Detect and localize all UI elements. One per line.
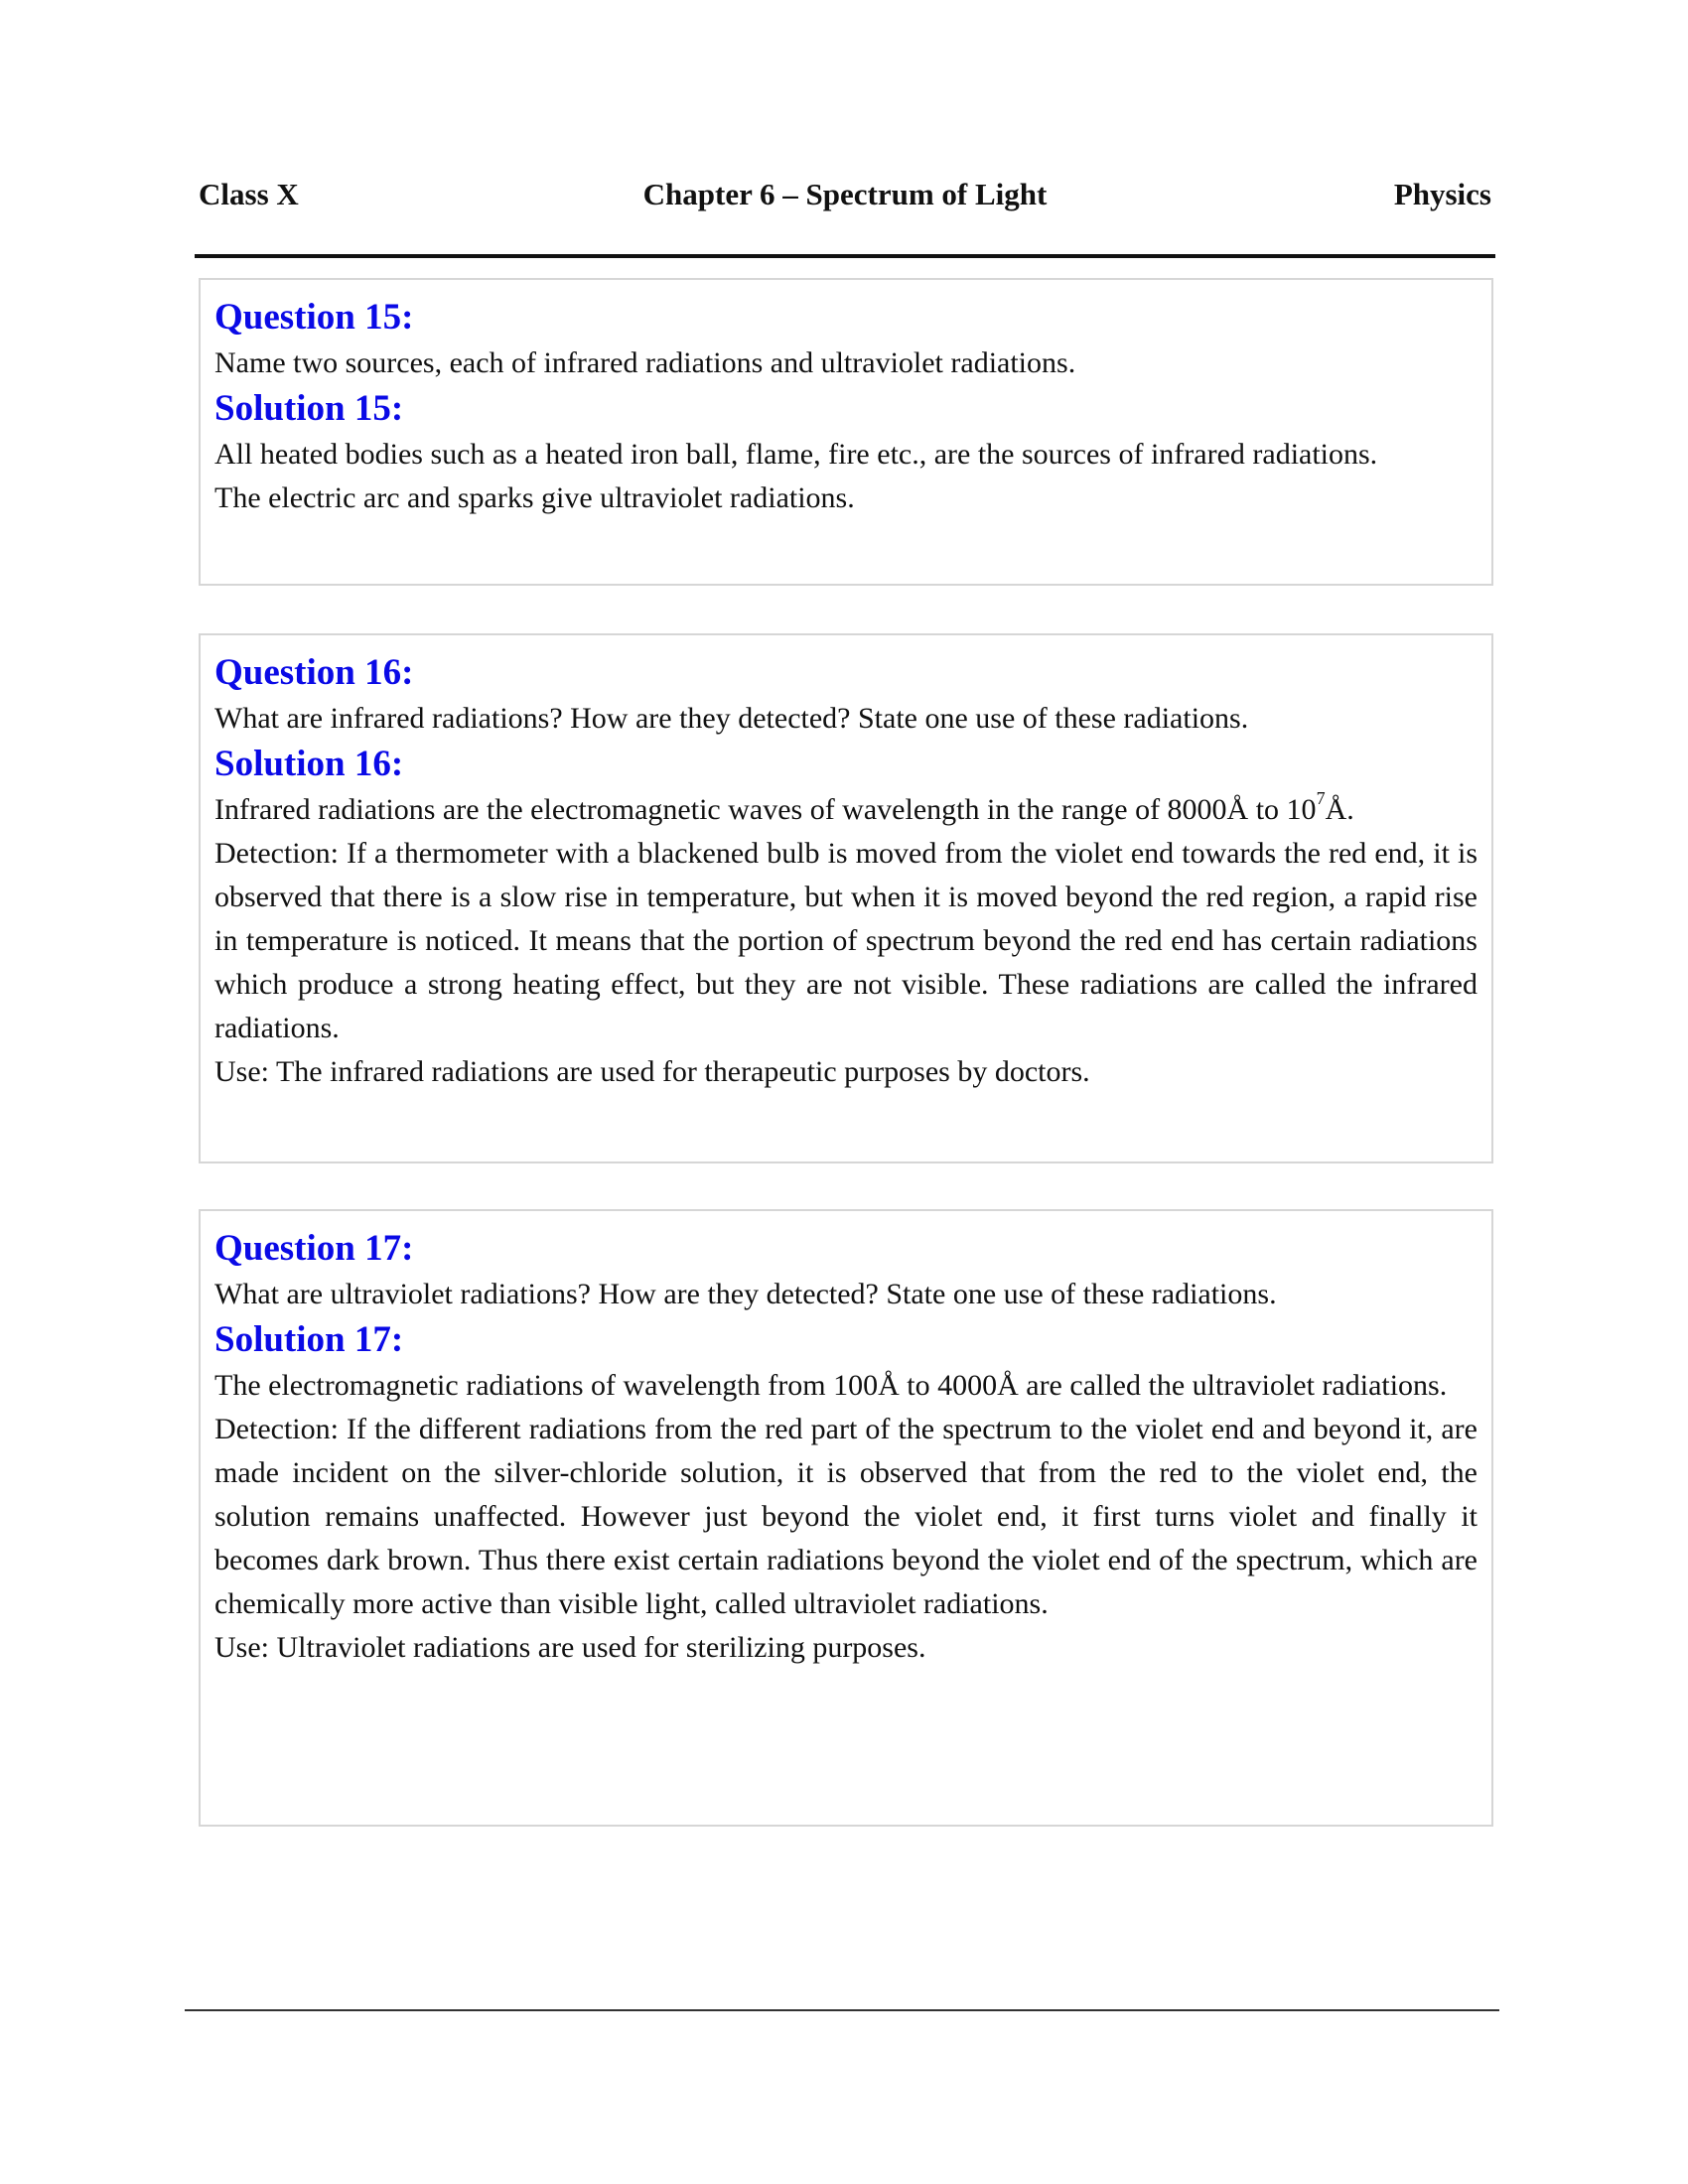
solution-paragraph: Detection: If a thermometer with a blackened bulb is moved from the violet end towards the red end, it is observed that there is a slow rise in temperature, but when it is moved beyond the red region, a rapid rise in temperature is noticed. It means that the portion of spectrum beyond the red end has certain radiations which produce a strong heating effect, but they are not visible. These radiations are called the infrared radiations. <box>214 837 1477 1044</box>
solution-title: Solution 15: <box>214 388 404 429</box>
question-text: What are infrared radiations? How are they detected? State one use of these radiations. <box>214 702 1249 735</box>
solution-paragraph: Detection: If the different radiations from the red part of the spectrum to the violet end and beyond it, are made incident on the silver-chloride solution, it is observed that from the red to the violet end, the solution remains unaffected. However just beyond the violet end, it first turns violet and finally it becomes dark brown. Thus there exist certain radiations beyond the violet end of the spectrum, which are chemically more active than visible light, called ultraviolet radiations. <box>214 1413 1477 1620</box>
solution-title: Solution 16: <box>214 744 404 784</box>
solution-paragraph <box>214 788 1477 832</box>
question-card-17 <box>199 1209 1493 1827</box>
question-title: Question 16: <box>214 652 414 693</box>
question-card-15 <box>199 278 1493 586</box>
solution-paragraph: The electromagnetic radiations of wavelength from 100Å to 4000Å are called the ultraviolet radiations. <box>214 1369 1448 1402</box>
solution-text <box>214 1364 1477 1670</box>
exponent: 7 <box>1316 788 1326 808</box>
solution-paragraph: Use: Ultraviolet radiations are used for sterilizing purposes. <box>214 1631 926 1664</box>
solution-paragraph: All heated bodies such as a heated iron ball, flame, fire etc., are the sources of infrared radiations. <box>214 438 1378 471</box>
solution-range-unit: Å. <box>1325 793 1354 826</box>
solution-paragraph: The electric arc and sparks give ultraviolet radiations. <box>214 481 855 514</box>
header-subject: Physics <box>1393 177 1491 211</box>
header-chapter-title: Chapter 6 – Spectrum of Light <box>642 177 1048 211</box>
solution-paragraph: Use: The infrared radiations are used for therapeutic purposes by doctors. <box>214 1055 1090 1088</box>
page-header <box>199 169 1491 228</box>
solution-text <box>214 433 1477 520</box>
header-divider <box>195 254 1495 258</box>
solution-text <box>214 788 1477 1094</box>
solution-range-text: Infrared radiations are the electromagnetic waves of wavelength in the range of 8000Å to 10 <box>214 793 1317 826</box>
question-title: Question 15: <box>214 297 414 338</box>
solution-title: Solution 17: <box>214 1319 404 1360</box>
header-class: Class X <box>199 177 299 211</box>
question-text: Name two sources, each of infrared radiations and ultraviolet radiations. <box>214 346 1076 379</box>
question-card-16 <box>199 633 1493 1163</box>
question-text: What are ultraviolet radiations? How are they detected? State one use of these radiations. <box>214 1278 1277 1310</box>
question-title: Question 17: <box>214 1228 414 1269</box>
footer-divider <box>185 2009 1499 2011</box>
